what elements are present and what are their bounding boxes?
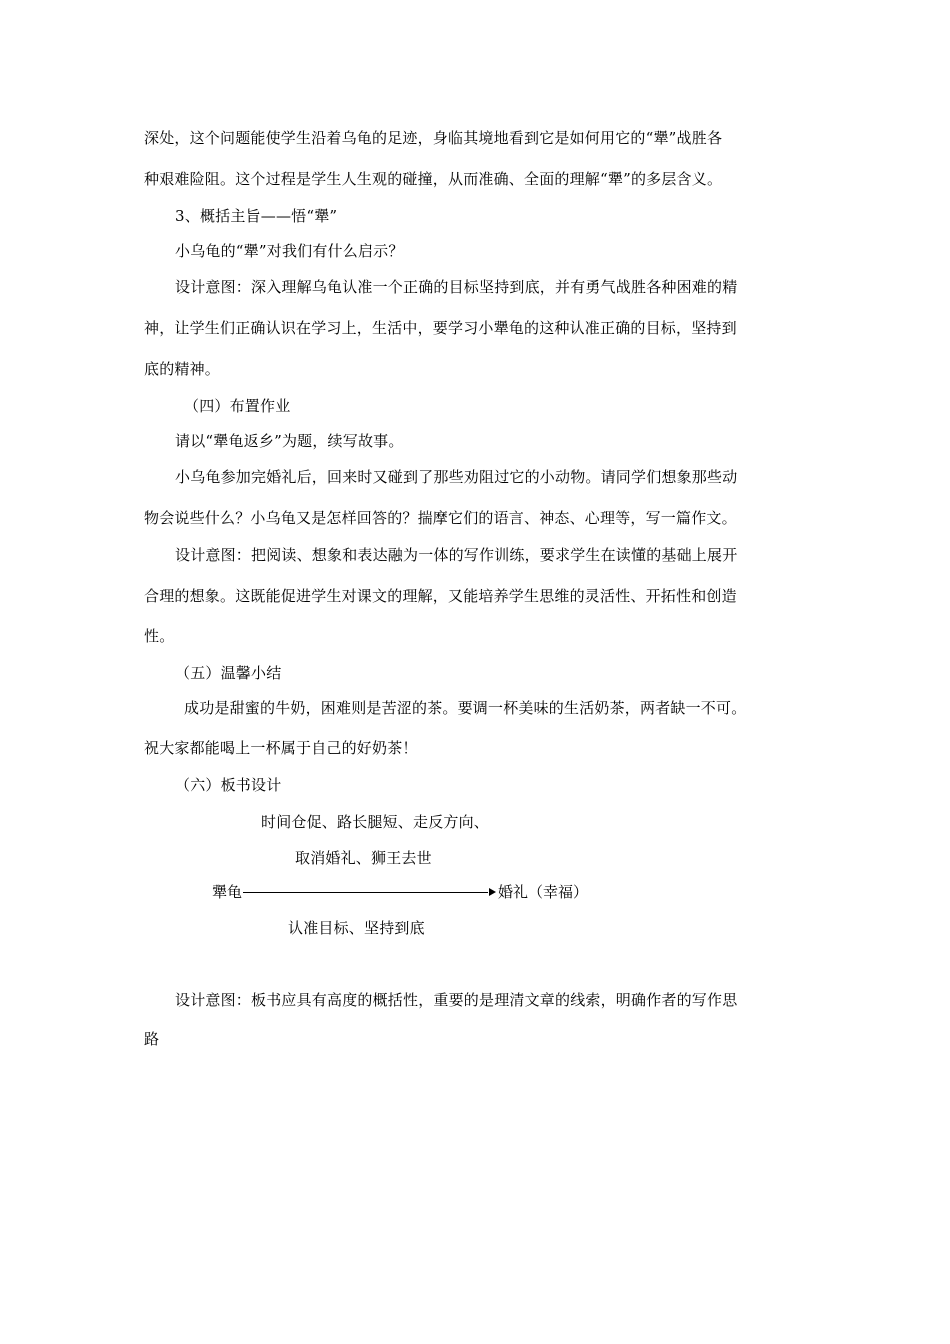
- paragraph-line: 种艰难险阻。这个过程是学生人生观的碰撞，从而准确、全面的理解“犟”的多层含义。: [144, 170, 723, 188]
- board-line: [243, 892, 488, 893]
- board-start-label: 犟龟: [212, 883, 243, 901]
- paragraph-line: 设计意图：把阅读、想象和表达融为一体的写作训练，要求学生在读懂的基础上展开: [175, 546, 738, 564]
- paragraph-line: 设计意图：深入理解乌龟认准一个正确的目标坚持到底，并有勇气战胜各种困难的精: [175, 278, 738, 296]
- section-heading: （四）布置作业: [184, 397, 291, 415]
- section-heading: （六）板书设计: [175, 776, 282, 794]
- paragraph-line: 神，让学生们正确认识在学习上，生活中，要学习小犟龟的这种认准正确的目标，坚持到: [144, 319, 737, 337]
- text-run: 深处，这个问题能使学生沿着乌龟的足迹，身临其境地看到它是如何用它的“犟”战胜各: [144, 129, 723, 147]
- section-heading: （五）温馨小结: [175, 664, 282, 682]
- paragraph-line: 请以“犟龟返乡”为题，续写故事。: [175, 432, 404, 450]
- board-obstacles-line: 时间仓促、路长腿短、走反方向、: [261, 813, 490, 831]
- paragraph-line: 成功是甜蜜的牛奶，困难则是苦涩的茶。要调一杯美味的生活奶茶，两者缺一不可。: [184, 699, 747, 717]
- paragraph-line: 小乌龟的“犟”对我们有什么启示？: [175, 242, 404, 260]
- paragraph-line: 小乌龟参加完婚礼后，回来时又碰到了那些劝阻过它的小动物。请同学们想象那些动: [175, 468, 738, 486]
- board-spirit-line: 认准目标、坚持到底: [288, 919, 425, 937]
- section-heading: 3、概括主旨——悟“犟”: [175, 207, 338, 225]
- board-main-line: [212, 882, 588, 902]
- paragraph-line: 祝大家都能喝上一杯属于自己的好奶茶！: [144, 739, 418, 757]
- paragraph-line: 设计意图：板书应具有高度的概括性，重要的是理清文章的线索，明确作者的写作思: [175, 991, 738, 1009]
- paragraph-line: [144, 128, 806, 148]
- paragraph-line: 物会说些什么？小乌龟又是怎样回答的？揣摩它们的语言、神态、心理等，写一篇作文。: [144, 509, 737, 527]
- paragraph-line: 底的精神。: [144, 360, 221, 378]
- board-obstacles-line: 取消婚礼、狮王去世: [295, 849, 432, 867]
- paragraph-line: 合理的想象。这既能促进学生对课文的理解，又能培养学生思维的灵活性、开拓性和创造: [144, 587, 737, 605]
- paragraph-line: 性。: [144, 627, 175, 645]
- board-end-label: 婚礼（幸福）: [498, 883, 589, 901]
- arrow-right-icon: [489, 888, 496, 896]
- paragraph-line: 路: [144, 1030, 160, 1048]
